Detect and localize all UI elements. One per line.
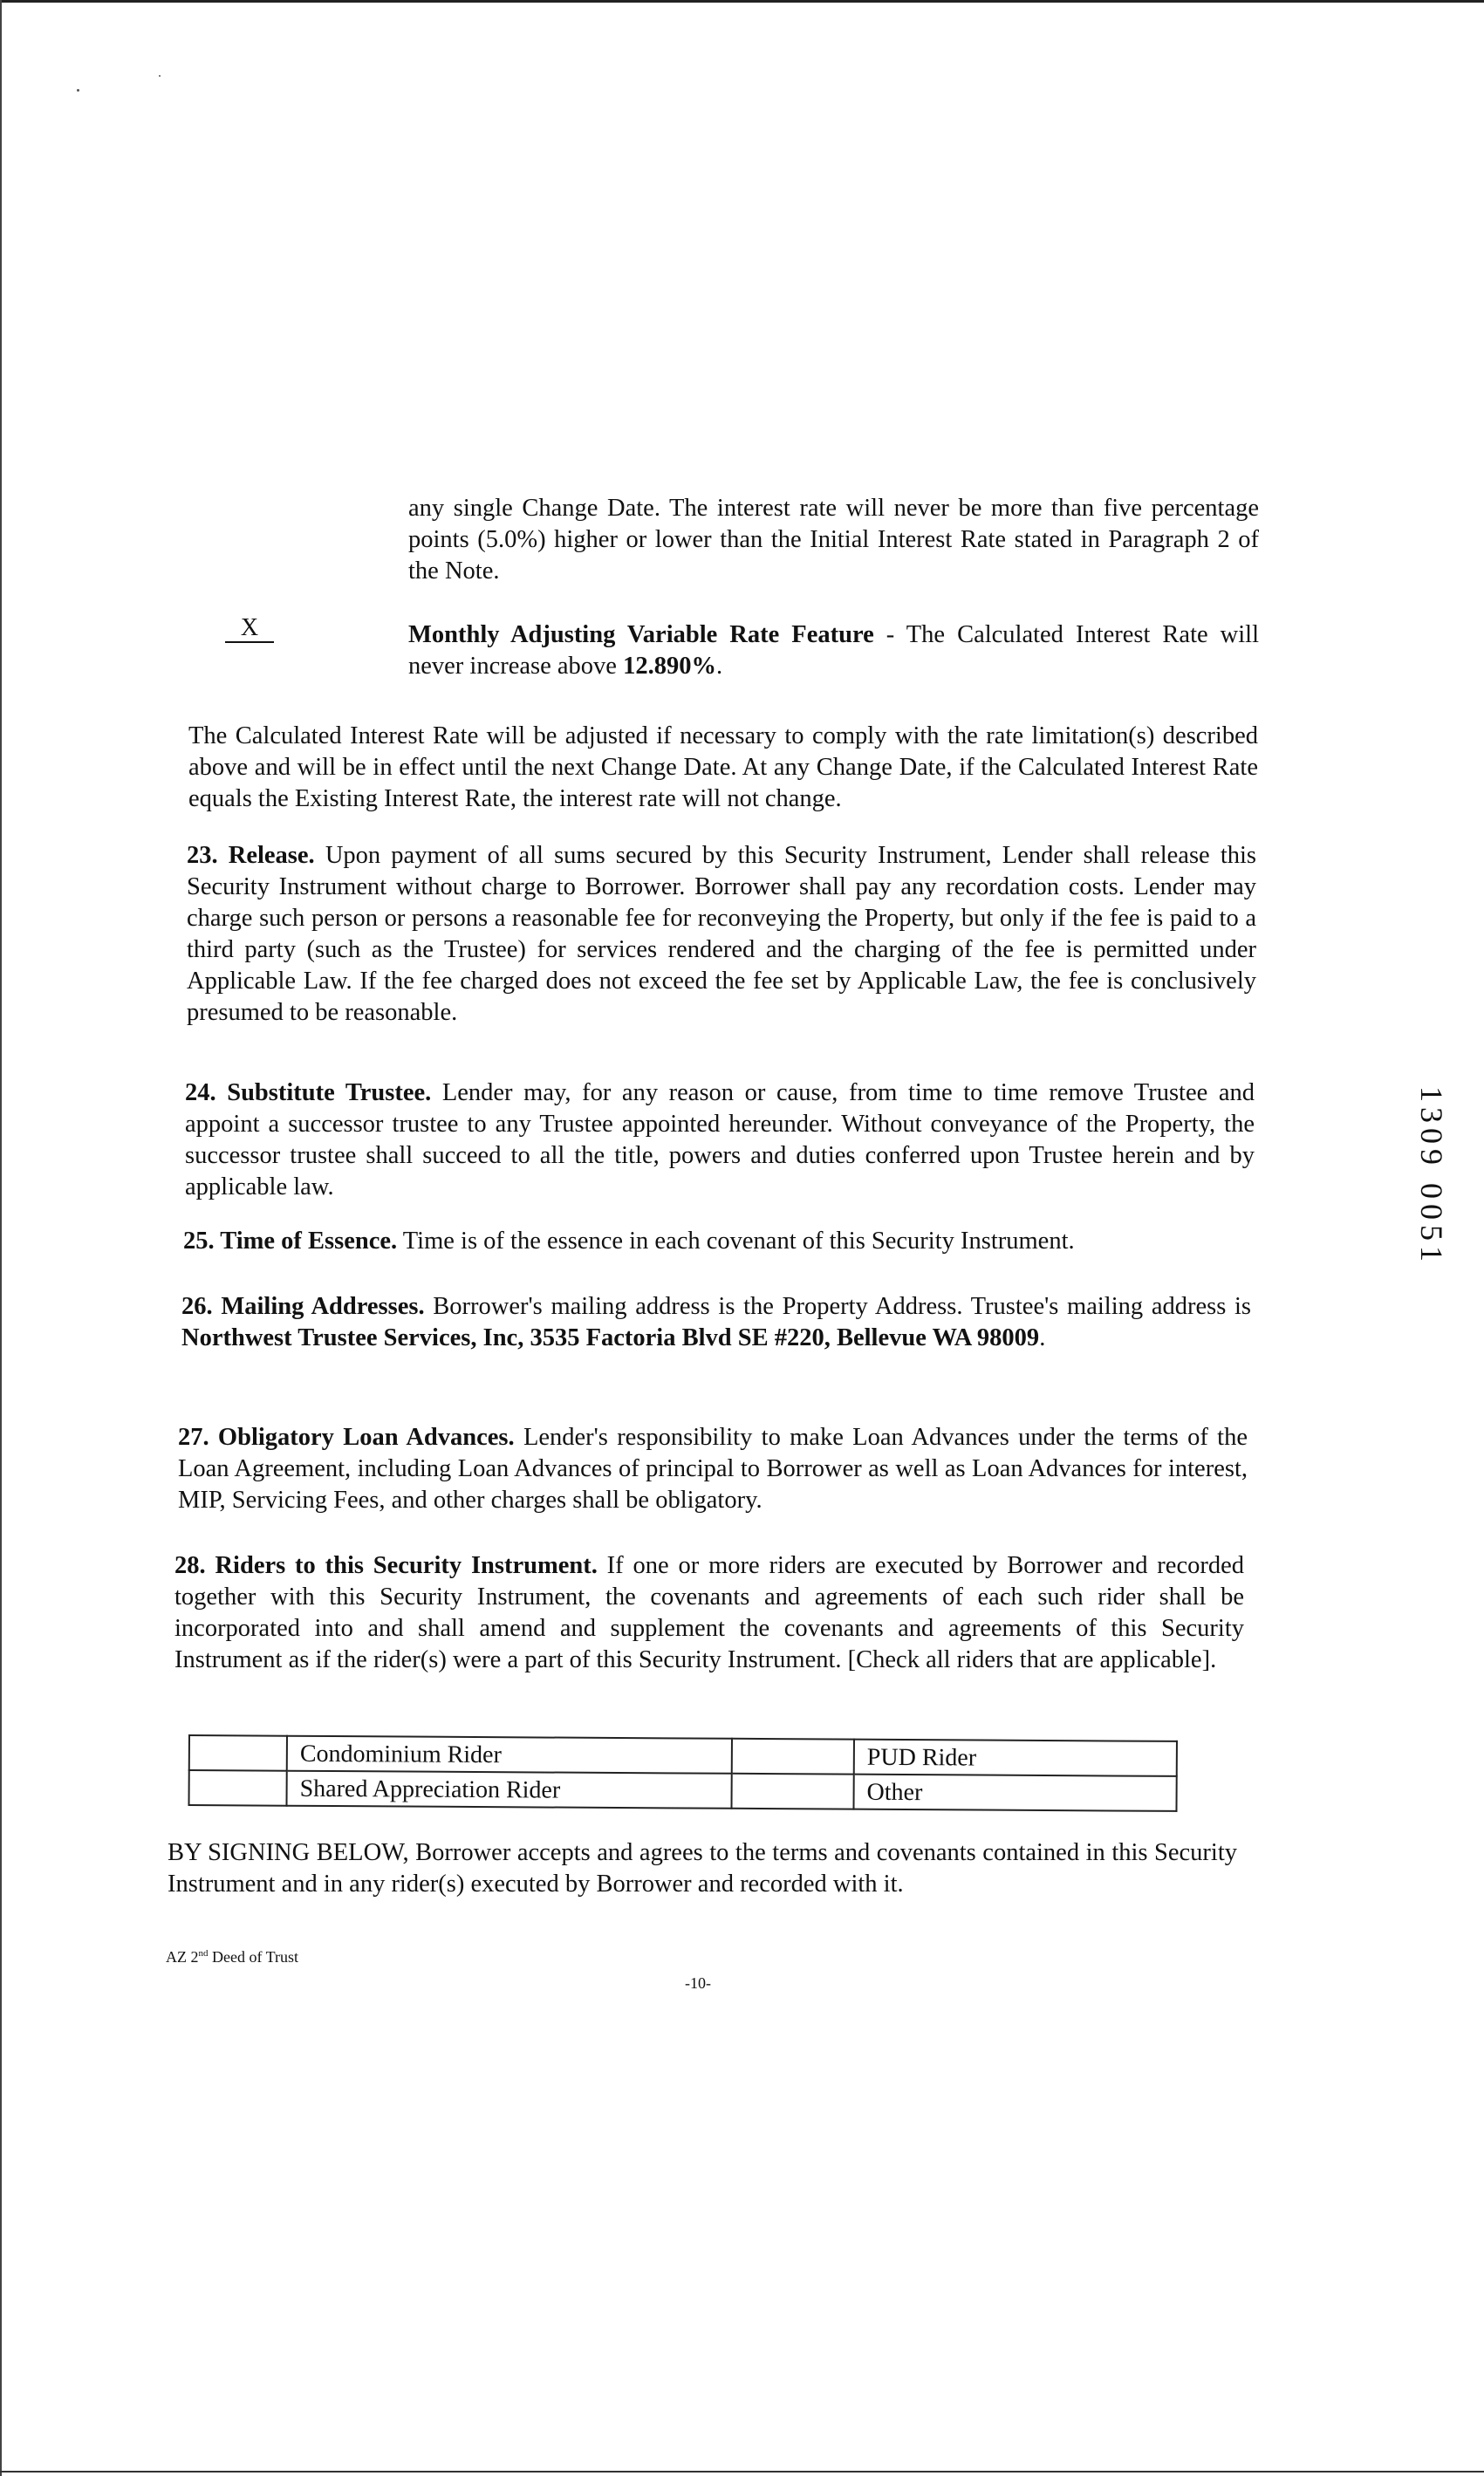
section-text: If one or more riders are executed by Borrower and recorded together with this Security Instrument, the covenants and agreements of each such rider shall be incorporated into and shall amend and supplement the covenants and agreements of this Security Instrument as if the rider(s) were a part of this Security Instrument. [Check all riders that are applicable]. [174,1552,1244,1673]
section-text: Borrower's mailing address is the Property Address. Trustee's mailing address is [424,1293,1252,1320]
riders-table-row [189,1735,1177,1776]
riders-table-row [189,1770,1177,1811]
section-heading: 28. Riders to this Security Instrument. [174,1552,598,1579]
recording-number-text: 1309 0051 [1414,1086,1449,1267]
monthly-adjusting-checkmark: X [225,615,274,643]
section-heading: 24. Substitute Trustee. [185,1079,432,1106]
scan-border-bottom [0,2471,1484,2473]
section-heading: 25. Time of Essence. [183,1228,398,1255]
section-23-release [187,840,1256,1029]
rider-checkbox[interactable] [732,1739,854,1775]
monthly-adjusting-rate: 12.890% [623,653,716,680]
section-25-time-of-essence [183,1226,1253,1257]
monthly-adjusting-text: - The Calculated Interest Rate will never increase above [408,621,1260,680]
footer-label-prefix: AZ 2 [166,1948,199,1966]
scan-speck [159,75,161,77]
section-text: Upon payment of all sums secured by this Security Instrument, Lender shall release this Security Instrument without charge to Borrower. Borrower shall pay any recordation costs. Lender may charge such person or persons a reasonable fee for reconveying the Property, but only if the fee is paid to a third party (such as the Trustee) for services rendered and the charging of the fee is permitted under Applicable Law. If the fee charged does not exceed the fee set by Applicable Law, the fee is conclusively presumed to be reasonable. [187,842,1256,1026]
section-text: Lender may, for any reason or cause, from time to time remove Trustee and appoint a successor trustee to any Trustee appointed hereunder. Without conveyance of the Property, the successor trustee shall succeed to all the title, powers and duties conferred upon Trustee herein and by applicable law. [185,1079,1255,1200]
section-27-obligatory-loan-advances [178,1422,1248,1516]
monthly-adjusting-period: . [715,653,723,680]
intro-paragraph: any single Change Date. The interest rate will never be more than five percentage points (5.0%) higher or lower than the Initial Interest Rate stated in Paragraph 2 of the Note. [408,495,1259,585]
monthly-adjusting-title: Monthly Adjusting Variable Rate Feature [408,621,874,648]
scan-speck [77,89,79,92]
monthly-adjusting-paragraph [408,619,1259,682]
recording-number-stamp [1415,1086,1450,1339]
footer-label [166,1944,298,1966]
section-28-riders [174,1550,1244,1676]
trustee-address: Northwest Trustee Services, Inc, 3535 Factoria Blvd SE #220, Bellevue WA 98009 [181,1324,1040,1351]
rider-checkbox[interactable] [731,1774,853,1809]
section-heading: 23. Release. [187,842,315,869]
section-text: Lender's responsibility to make Loan Advances under the terms of the Loan Agreement, including Loan Advances of principal to Borrower as well as Loan Advances for interest, MIP, Servicing Fees, and other charges shall be obligatory. [178,1424,1248,1514]
section-text: Time is of the essence in each covenant of this Security Instrument. [397,1228,1075,1255]
section-heading: 27. Obligatory Loan Advances. [178,1424,515,1451]
signing-paragraph: BY SIGNING BELOW, Borrower accepts and agrees to the terms and covenants contained in this Security Instrument and in any rider(s) executed by Borrower and recorded with it. [168,1839,1237,1898]
calculated-rate-paragraph: The Calculated Interest Rate will be adjusted if necessary to comply with the rate limitation(s) described above and will be in effect until the next Change Date. At any Change Date, if the Calculated Interest Rate equals the Existing Interest Rate, the interest rate will not change. [188,722,1258,812]
scan-border-top [0,0,1484,3]
section-heading: 26. Mailing Addresses. [181,1293,425,1320]
rider-label: PUD Rider [854,1740,1177,1776]
rider-label: Other [853,1775,1176,1811]
section-tail: . [1039,1324,1046,1351]
rider-checkbox[interactable] [189,1770,287,1806]
page-number: -10- [685,1974,711,1992]
rider-checkbox[interactable] [189,1735,287,1771]
scan-border-left [0,0,2,2476]
footer-label-superscript: nd [198,1948,209,1959]
rider-label: Shared Appreciation Rider [287,1771,732,1809]
section-26-mailing-addresses [181,1291,1251,1354]
section-24-substitute-trustee [185,1077,1255,1203]
rider-label: Condominium Rider [287,1736,732,1774]
footer-label-suffix: Deed of Trust [208,1948,299,1966]
riders-table [188,1734,1177,1812]
